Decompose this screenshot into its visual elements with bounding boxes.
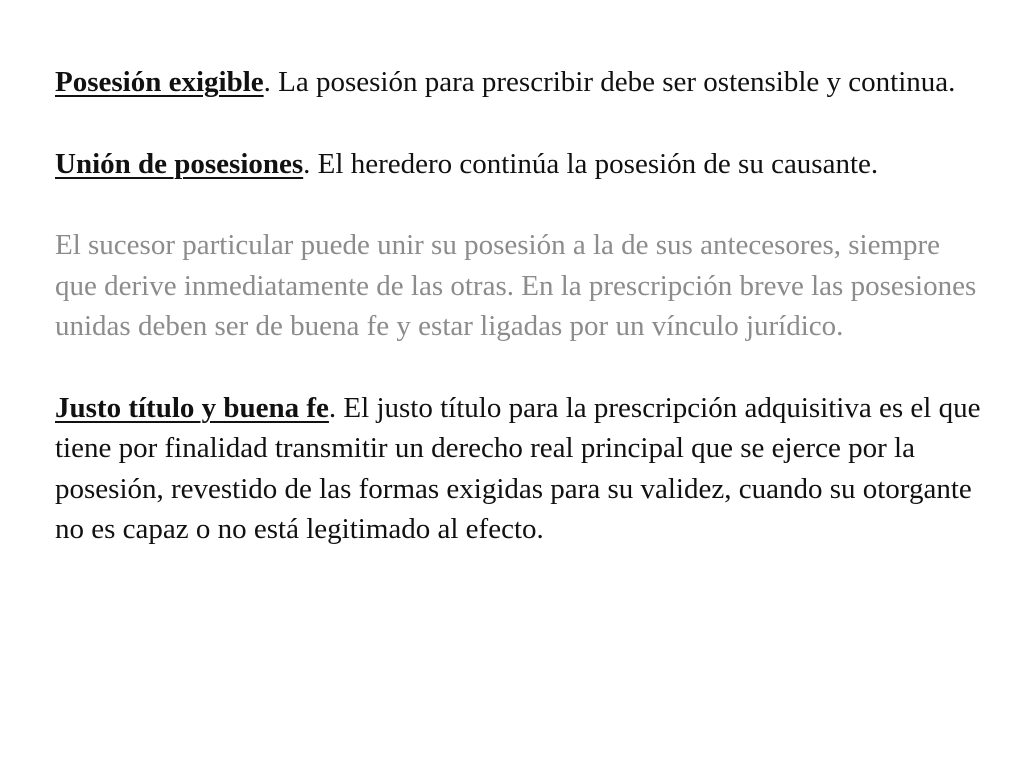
paragraph-posesion-exigible: [55, 62, 985, 103]
paragraph-union-de-posesiones: [55, 144, 985, 185]
paragraph-text: . La posesión para prescribir debe ser ostensible y continua.: [263, 66, 956, 98]
paragraph-text: . El justo título para la prescripción adquisitiva es el que tiene por finalidad transmitir un derecho real principal que se ejerce por la posesión, revestido de las formas exigidas para su validez, cuando su otorgante no es capaz o no está legitimado al efecto.: [55, 391, 981, 545]
paragraph-text: El sucesor particular puede unir su posesión a la de sus antecesores, siempre que derive inmediatamente de las otras. En la prescripción breve las posesiones unidas deben ser de buena fe y estar ligadas por un vínculo jurídico.: [55, 229, 977, 342]
term-union-de-posesiones: Unión de posesiones: [55, 147, 304, 180]
paragraph-sucesor-particular: [55, 225, 985, 347]
paragraph-text: . El heredero continúa la posesión de su causante.: [303, 147, 879, 180]
paragraph-justo-titulo: [55, 388, 985, 550]
term-posesion-exigible: Posesión exigible: [55, 66, 264, 98]
slide-content: [55, 62, 985, 591]
term-justo-titulo: Justo título y buena fe: [55, 391, 329, 424]
